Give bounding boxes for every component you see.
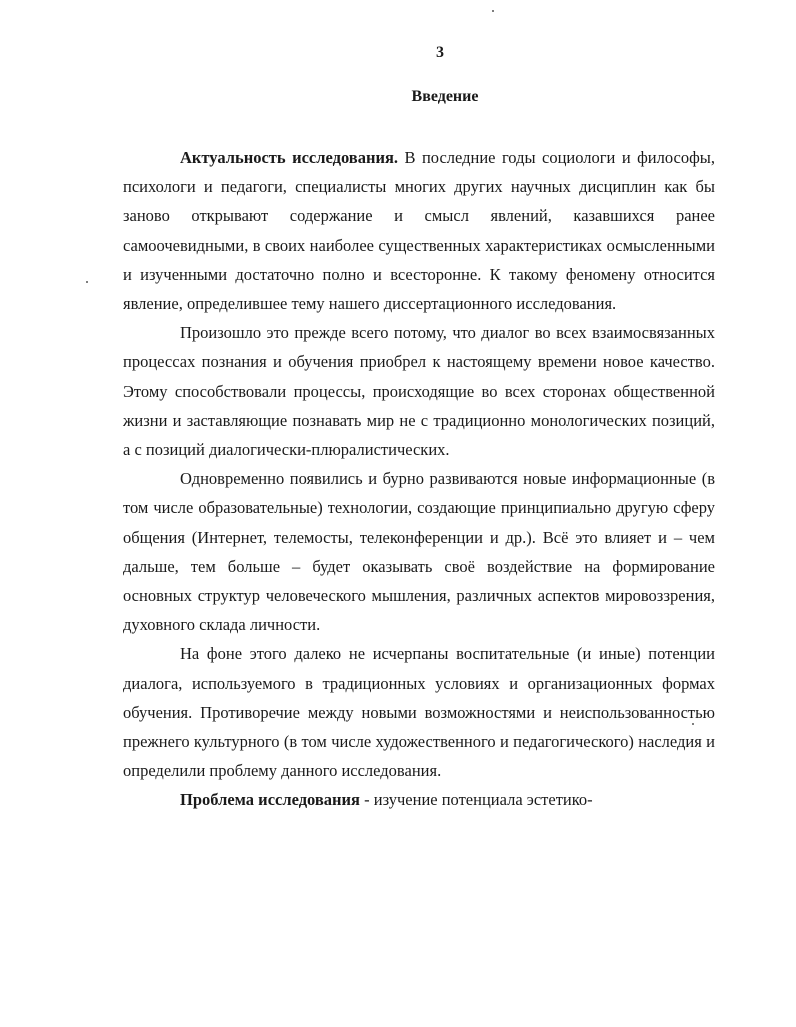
paragraph-contradiction xyxy=(123,639,715,785)
paragraph-lead: Актуальность исследования. xyxy=(180,148,399,167)
section-heading: Введение xyxy=(411,88,479,105)
paragraph-dialogue xyxy=(123,318,715,464)
paragraph-text: Одновременно появились и бурно развиваются новые информационные (в том числе образовательные) технологии, создающие принципиально другую сферу общения (Интернет, телемосты, телеконференции и др.). Всё это влияет и – чем дальше, тем больше – будет оказывать своё воздействие на формирование основных структур человеческого мышления, различных аспектов мировоззрения, духовного склада личности. xyxy=(123,469,715,635)
paragraph-relevance xyxy=(123,143,715,318)
paragraph-text: Произошло это прежде всего потому, что диалог во всех взаимосвязанных процессах познания и обучения приобрел к настоящему времени новое качество. Этому способствовали процессы, происходящие во всех сторонах общественной жизни и заставляющие познавать мир не с традиционно монологических позиций, а с позиций диалогически-плюралистических. xyxy=(123,323,715,460)
paragraph-text: - изучение потенциала эстетико- xyxy=(360,790,593,810)
paragraph-problem xyxy=(123,785,715,814)
paragraph-lead: Проблема исследования xyxy=(180,790,360,810)
paragraph-technologies xyxy=(123,464,715,639)
scan-speck xyxy=(492,10,494,12)
scan-speck xyxy=(692,723,694,725)
paragraph-text: В последние годы социологи и философы, психологи и педагоги, специалисты многих других научных дисциплин как бы заново открывают содержание и смысл явлений, казавшихся ранее самоочевидными, в своих наиболее существенных характеристиках осмысленными и изученными достаточно полно и всесторонне. К такому феномену относится явление, определившее тему нашего диссертационного исследования. xyxy=(123,148,715,314)
page-number: 3 xyxy=(436,44,444,61)
scan-speck xyxy=(86,281,88,283)
paragraph-text: На фоне этого далеко не исчерпаны воспитательные (и иные) потенции диалога, используемого в традиционных условиях и организационных формах обучения. Противоречие между новыми возможностями и неиспользованностью прежнего культурного (в том числе художественного и педагогического) наследия и определили проблему данного исследования. xyxy=(123,644,715,781)
body-text xyxy=(123,143,715,815)
